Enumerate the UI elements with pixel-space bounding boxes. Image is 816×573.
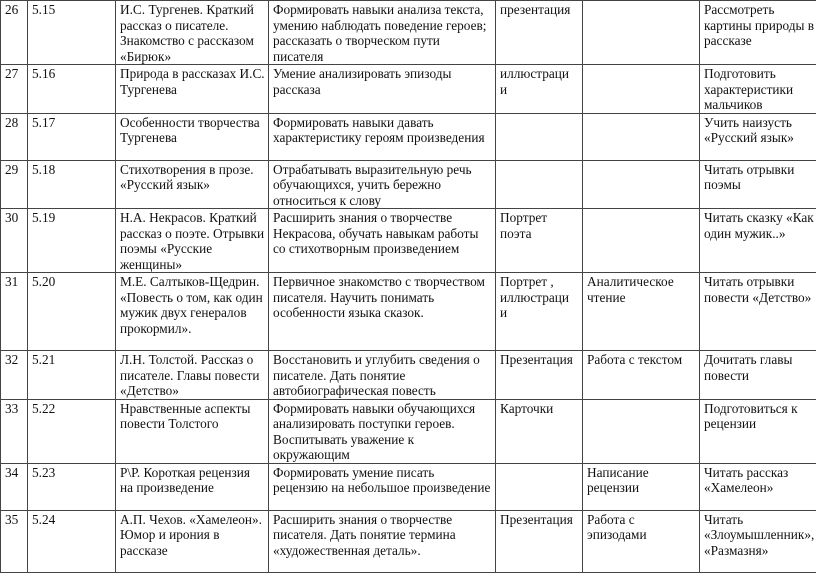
cell-lesson-form bbox=[583, 113, 700, 160]
cell-goal: Формировать навыки обучающихся анализировать поступки героев. Воспитывать уважение к окружающим bbox=[269, 399, 496, 463]
cell-lesson-form bbox=[583, 65, 700, 114]
cell-visual-aid: иллюстраци и bbox=[496, 65, 583, 114]
cell-lesson: 5.16 bbox=[28, 65, 116, 114]
table-row bbox=[1, 351, 816, 400]
cell-topic: Особенности творчества Тургенева bbox=[116, 113, 269, 160]
cell-lesson: 5.17 bbox=[28, 113, 116, 160]
table-row bbox=[1, 65, 816, 114]
cell-homework: Рассмотреть картины природы в рассказе bbox=[700, 1, 816, 65]
cell-visual-aid: Портрет , иллюстраци и bbox=[496, 273, 583, 351]
cell-goal: Формировать навыки давать характеристику героям произведения bbox=[269, 113, 496, 160]
cell-homework: Читать «Злоумышленник», «Размазня» bbox=[700, 510, 816, 572]
table-row bbox=[1, 463, 816, 510]
cell-lesson-form: Аналитическое чтение bbox=[583, 273, 700, 351]
cell-topic: Р\Р. Короткая рецензия на произведение bbox=[116, 463, 269, 510]
cell-goal: Формировать умение писать рецензию на небольшое произведение bbox=[269, 463, 496, 510]
cell-visual-aid: презентация bbox=[496, 1, 583, 65]
cell-number: 27 bbox=[1, 65, 28, 114]
cell-homework: Читать отрывки поэмы bbox=[700, 160, 816, 209]
cell-number: 30 bbox=[1, 209, 28, 273]
cell-goal: Умение анализировать эпизоды рассказа bbox=[269, 65, 496, 114]
cell-lesson: 5.24 bbox=[28, 510, 116, 572]
table-row bbox=[1, 160, 816, 209]
cell-lesson-form bbox=[583, 209, 700, 273]
table-row bbox=[1, 510, 816, 572]
cell-lesson: 5.19 bbox=[28, 209, 116, 273]
cell-topic: И.С. Тургенев. Краткий рассказ о писателе. Знакомство с рассказом «Бирюк» bbox=[116, 1, 269, 65]
cell-number: 26 bbox=[1, 1, 28, 65]
cell-goal: Отрабатывать выразительную речь обучающихся, учить бережно относиться к слову bbox=[269, 160, 496, 209]
table-row bbox=[1, 209, 816, 273]
cell-goal: Расширить знания о творчестве писателя. Дать понятие термина «художественная деталь». bbox=[269, 510, 496, 572]
cell-homework: Дочитать главы повести bbox=[700, 351, 816, 400]
cell-number: 31 bbox=[1, 273, 28, 351]
cell-topic: Стихотворения в прозе. «Русский язык» bbox=[116, 160, 269, 209]
cell-topic: А.П. Чехов. «Хамелеон». Юмор и ирония в рассказе bbox=[116, 510, 269, 572]
cell-visual-aid bbox=[496, 113, 583, 160]
cell-lesson-form: Работа с эпизодами bbox=[583, 510, 700, 572]
cell-number: 34 bbox=[1, 463, 28, 510]
cell-homework: Читать рассказ «Хамелеон» bbox=[700, 463, 816, 510]
cell-visual-aid bbox=[496, 463, 583, 510]
cell-lesson-form bbox=[583, 1, 700, 65]
cell-number: 29 bbox=[1, 160, 28, 209]
cell-lesson: 5.22 bbox=[28, 399, 116, 463]
cell-lesson: 5.20 bbox=[28, 273, 116, 351]
cell-visual-aid bbox=[496, 160, 583, 209]
cell-visual-aid: Портрет поэта bbox=[496, 209, 583, 273]
cell-lesson-form: Написание рецензии bbox=[583, 463, 700, 510]
cell-topic: М.Е. Салтыков-Щедрин. «Повесть о том, как один мужик двух генералов прокормил». bbox=[116, 273, 269, 351]
cell-visual-aid: Презентация bbox=[496, 510, 583, 572]
cell-lesson: 5.21 bbox=[28, 351, 116, 400]
cell-number: 28 bbox=[1, 113, 28, 160]
cell-lesson-form bbox=[583, 399, 700, 463]
cell-homework: Читать отрывки повести «Детство» bbox=[700, 273, 816, 351]
cell-lesson-form bbox=[583, 160, 700, 209]
cell-goal: Формировать навыки анализа текста, умению наблюдать поведение героев; рассказать о творческом пути писателя bbox=[269, 1, 496, 65]
cell-homework: Подготовиться к рецензии bbox=[700, 399, 816, 463]
cell-lesson-form: Работа с текстом bbox=[583, 351, 700, 400]
cell-topic: Нравственные аспекты повести Толстого bbox=[116, 399, 269, 463]
cell-lesson: 5.15 bbox=[28, 1, 116, 65]
cell-visual-aid: Карточки bbox=[496, 399, 583, 463]
table-row bbox=[1, 399, 816, 463]
table-row bbox=[1, 1, 816, 65]
cell-goal: Первичное знакомство с творчеством писателя. Научить понимать особенности языка сказок. bbox=[269, 273, 496, 351]
cell-topic: Природа в рассказах И.С. Тургенева bbox=[116, 65, 269, 114]
cell-topic: Л.Н. Толстой. Рассказ о писателе. Главы повести «Детство» bbox=[116, 351, 269, 400]
cell-homework: Подготовить характеристики мальчиков bbox=[700, 65, 816, 114]
cell-lesson: 5.23 bbox=[28, 463, 116, 510]
cell-topic: Н.А. Некрасов. Краткий рассказ о поэте. Отрывки поэмы «Русские женщины» bbox=[116, 209, 269, 273]
cell-number: 32 bbox=[1, 351, 28, 400]
table-row bbox=[1, 113, 816, 160]
table-row bbox=[1, 273, 816, 351]
cell-number: 33 bbox=[1, 399, 28, 463]
cell-visual-aid: Презентация bbox=[496, 351, 583, 400]
cell-homework: Читать сказку «Как один мужик..» bbox=[700, 209, 816, 273]
cell-goal: Расширить знания о творчестве Некрасова, обучать навыкам работы со стихотворным произведением bbox=[269, 209, 496, 273]
cell-number: 35 bbox=[1, 510, 28, 572]
cell-lesson: 5.18 bbox=[28, 160, 116, 209]
cell-goal: Восстановить и углубить сведения о писателе. Дать понятие автобиографическая повесть bbox=[269, 351, 496, 400]
cell-homework: Учить наизусть «Русский язык» bbox=[700, 113, 816, 160]
